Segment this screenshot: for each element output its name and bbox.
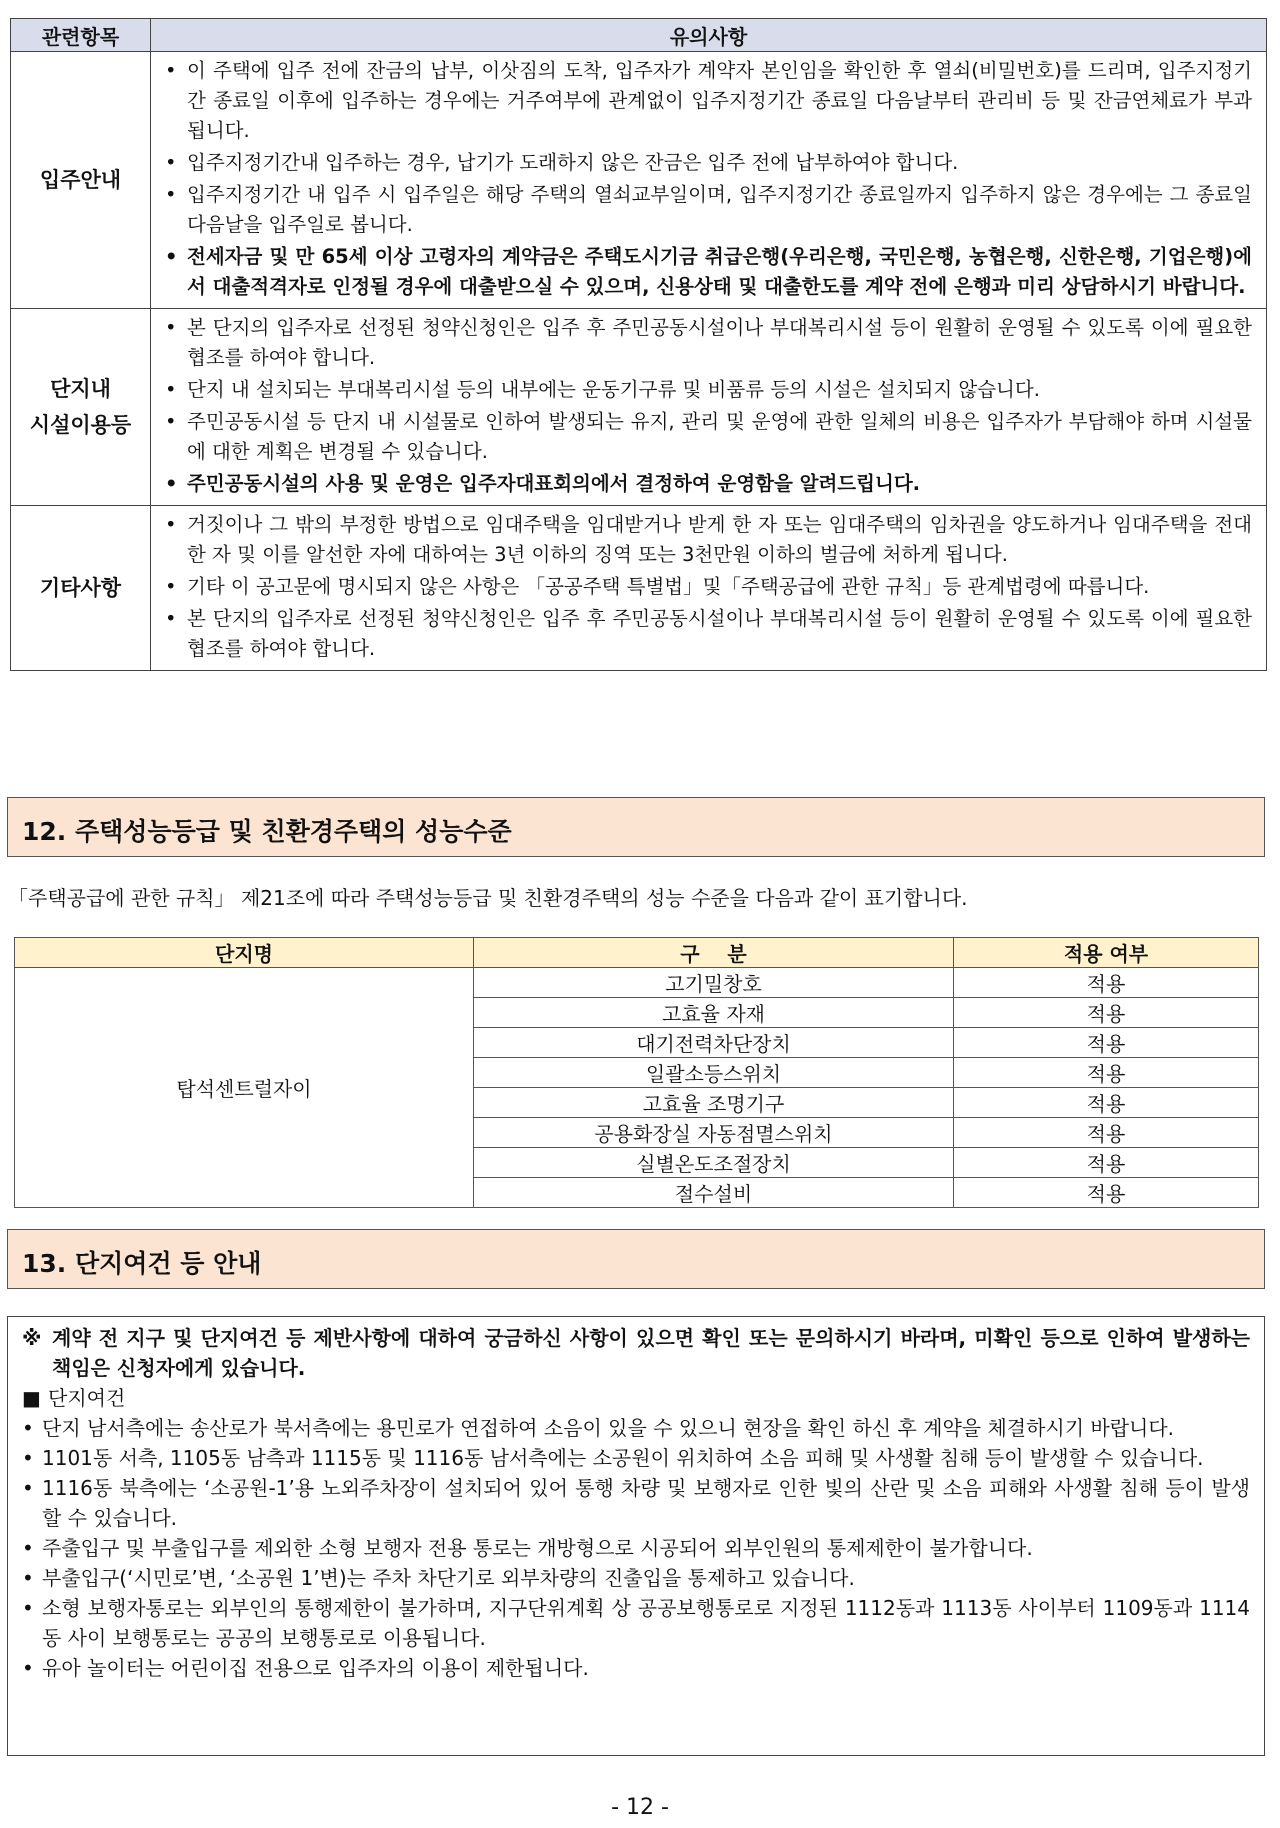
notes-facilities xyxy=(151,309,1267,506)
notice-table xyxy=(10,18,1267,671)
performance-applied: 적용 xyxy=(954,1118,1259,1148)
note-item-bold: • 주민공동시설의 사용 및 운영은 입주자대표회의에서 결정하여 운영함을 알려드립니다. xyxy=(161,469,1252,499)
performance-item: 일괄소등스위치 xyxy=(474,1058,954,1088)
header-notes: 유의사항 xyxy=(151,19,1267,52)
note-item: • 본 단지의 입주자로 선정된 청약신청인은 입주 후 주민공동시설이나 부대복리시설 등이 원활히 운영될 수 있도록 이에 필요한 협조를 하여야 합니다. xyxy=(161,604,1252,664)
subheading xyxy=(22,1383,1250,1413)
category-other: 기타사항 xyxy=(11,506,151,671)
performance-item: 실별온도조절장치 xyxy=(474,1148,954,1178)
site-conditions-box xyxy=(7,1316,1265,1756)
note-item: • 입주지정기간내 입주하는 경우, 납기가 도래하지 않은 잔금은 입주 전에 납부하여야 합니다. xyxy=(161,148,1252,178)
header-category: 관련항목 xyxy=(11,19,151,52)
notes-move-in xyxy=(151,52,1267,309)
header-complex: 단지명 xyxy=(15,938,474,968)
section-12-heading xyxy=(7,797,1265,857)
section-12-intro: 「주택공급에 관한 규칙」 제21조에 따라 주택성능등급 및 친환경주택의 성능 수준을 다음과 같이 표기합니다. xyxy=(8,886,968,910)
page-number: - 12 - xyxy=(611,1795,669,1820)
notice-row-other xyxy=(11,506,1267,671)
note-item: • 단지 내 설치되는 부대복리시설 등의 내부에는 운동기구류 및 비품류 등의 시설은 설치되지 않습니다. xyxy=(161,375,1252,405)
header-item: 구 분 xyxy=(474,938,954,968)
performance-item: 절수설비 xyxy=(474,1178,954,1208)
performance-applied: 적용 xyxy=(954,1178,1259,1208)
category-move-in: 입주안내 xyxy=(11,52,151,309)
header-applied: 적용 여부 xyxy=(954,938,1259,968)
performance-item: 공용화장실 자동점멸스위치 xyxy=(474,1118,954,1148)
performance-applied: 적용 xyxy=(954,1088,1259,1118)
condition-item: • 소형 보행자통로는 외부인의 통행제한이 불가하며, 지구단위계획 상 공공보행통로로 지정된 1112동과 1113동 사이부터 1109동과 1114동 사이 보행통로는 공공의 보행통로로 이용됩니다. xyxy=(22,1593,1250,1653)
performance-item: 대기전력차단장치 xyxy=(474,1028,954,1058)
performance-applied: 적용 xyxy=(954,998,1259,1028)
note-item: • 기타 이 공고문에 명시되지 않은 사항은 「공공주택 특별법」및「주택공급에 관한 규칙」등 관계법령에 따릅니다. xyxy=(161,572,1252,602)
performance-applied: 적용 xyxy=(954,968,1259,998)
warning-text: 계약 전 지구 및 단지여건 등 제반사항에 대하여 궁금하신 사항이 있으면 확인 또는 문의하시기 바라며, 미확인 등으로 인하여 발생하는 책임은 신청자에게 있습니다. xyxy=(52,1326,1250,1380)
performance-applied: 적용 xyxy=(954,1148,1259,1178)
condition-item: • 부출입구(‘시민로’변, ‘소공원 1’변)는 주차 차단기로 외부차량의 진출입을 통제하고 있습니다. xyxy=(22,1563,1250,1593)
notice-row-facilities xyxy=(11,309,1267,506)
performance-item: 고효율 조명기구 xyxy=(474,1088,954,1118)
note-item: • 본 단지의 입주자로 선정된 청약신청인은 입주 후 주민공동시설이나 부대복리시설 등이 원활히 운영될 수 있도록 이에 필요한 협조를 하여야 합니다. xyxy=(161,313,1252,373)
performance-item: 고효율 자재 xyxy=(474,998,954,1028)
performance-item: 고기밀창호 xyxy=(474,968,954,998)
notice-header-row xyxy=(11,19,1267,52)
condition-item: • 유아 놀이터는 어린이집 전용으로 입주자의 이용이 제한됩니다. xyxy=(22,1653,1250,1683)
section-13-heading xyxy=(7,1229,1265,1289)
notes-other xyxy=(151,506,1267,671)
section-12-title: 12. 주택성능등급 및 친환경주택의 성능수준 xyxy=(22,817,512,846)
complex-name: 탑석센트럴자이 xyxy=(15,968,474,1208)
square-bullet-icon: ■ xyxy=(22,1386,41,1410)
subheading-text: 단지여건 xyxy=(48,1386,126,1410)
category-facilities xyxy=(11,309,151,506)
notice-row-move-in xyxy=(11,52,1267,309)
section-13-title: 13. 단지여건 등 안내 xyxy=(22,1249,262,1278)
note-item: • 입주지정기간 내 입주 시 입주일은 해당 주택의 열쇠교부일이며, 입주지정기간 종료일까지 입주하지 않은 경우에는 그 종료일 다음날을 입주일로 봅니다. xyxy=(161,180,1252,240)
category-facilities-line1: 단지내 xyxy=(50,377,111,401)
note-item: • 거짓이나 그 밖의 부정한 방법으로 임대주택을 임대받거나 받게 한 자 또는 임대주택의 임차권을 양도하거나 임대주택을 전대한 자 및 이를 알선한 자에 대하여는 3년 이하의 징역 또는 3천만원 이하의 벌금에 처하게 됩니다. xyxy=(161,510,1252,570)
warning-note xyxy=(22,1323,1250,1383)
performance-row xyxy=(15,968,1259,998)
performance-applied: 적용 xyxy=(954,1058,1259,1088)
category-facilities-line2: 시설이용등 xyxy=(29,413,132,437)
reference-mark-icon: ※ xyxy=(22,1326,42,1350)
note-item-bold: • 전세자금 및 만 65세 이상 고령자의 계약금은 주택도시기금 취급은행(우리은행, 국민은행, 농협은행, 신한은행, 기업은행)에서 대출적격자로 인정될 경우에 대출받으실 수 있으며, 신용상태 및 대출한도를 계약 전에 은행과 미리 상담하시기 바랍니다. xyxy=(161,242,1252,302)
performance-header-row xyxy=(15,938,1259,968)
condition-item: • 주출입구 및 부출입구를 제외한 소형 보행자 전용 통로는 개방형으로 시공되어 외부인원의 통제제한이 불가합니다. xyxy=(22,1533,1250,1563)
condition-item: • 1101동 서측, 1105동 남측과 1115동 및 1116동 남서측에는 소공원이 위치하여 소음 피해 및 사생활 침해 등이 발생할 수 있습니다. xyxy=(22,1443,1250,1473)
note-item: • 주민공동시설 등 단지 내 시설물로 인하여 발생되는 유지, 관리 및 운영에 관한 일체의 비용은 입주자가 부담해야 하며 시설물에 대한 계획은 변경될 수 있습니다. xyxy=(161,407,1252,467)
performance-table xyxy=(14,937,1259,1208)
condition-item: • 1116동 북측에는 ‘소공원-1’용 노외주차장이 설치되어 있어 통행 차량 및 보행자로 인한 빛의 산란 및 소음 피해와 사생활 침해 등이 발생할 수 있습니다. xyxy=(22,1473,1250,1533)
condition-item: • 단지 남서측에는 송산로가 북서측에는 용민로가 연접하여 소음이 있을 수 있으니 현장을 확인 하신 후 계약을 체결하시기 바랍니다. xyxy=(22,1413,1250,1443)
note-item: • 이 주택에 입주 전에 잔금의 납부, 이삿짐의 도착, 입주자가 계약자 본인임을 확인한 후 열쇠(비밀번호)를 드리며, 입주지정기간 종료일 이후에 입주하는 경우에는 거주여부에 관계없이 입주지정기간 종료일 다음날부터 관리비 등 및 잔금연체료가 부과됩니다. xyxy=(161,56,1252,146)
performance-applied: 적용 xyxy=(954,1028,1259,1058)
